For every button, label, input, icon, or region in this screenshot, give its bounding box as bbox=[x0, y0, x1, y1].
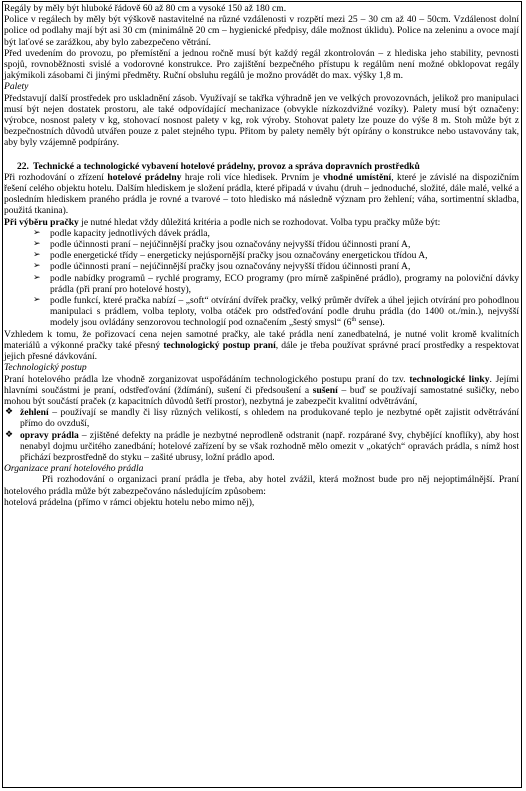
process-steps-list bbox=[4, 407, 519, 463]
list-item: ❖ opravy prádla – zjištěné defekty na prádle je nezbytné neprodleně odstranit (např. rozpárané švy, chybějící knoflíky), aby host nenabyl dojmu určitého zanedbání; hotelové zařízení by se však rozhodně mělo omezit v „okatých“ opravách prádla, s nímž host přichází bezprostředně do styku – zašité ubrusy, ložní prádlo apod. bbox=[4, 430, 519, 464]
paragraph-inspection: Před uvedením do provozu, po přemístění a jednou ročně musí být každý regál zkontrolován – z hlediska jeho stability, pevnosti spojů, rovnoběžnosti svislé a vodorovné konstrukce. Pro zajištění bezpečného přístupu k regálům není možné obklopovat regály jakýmikoli zásobami či jinými předměty. Ruční obsluhu regálů je možno provádět do max. výšky 1,8 m. bbox=[4, 47, 519, 82]
document-page bbox=[2, 1, 522, 788]
list-item: ➢ podle funkcí, které pračka nabízí – „soft“ otvírání dvířek pračky, velký průměr dvířek a úhel jejich otvírání pro pohodlnou manipulaci s prádlem, volba teploty, volba otáček pro odstřeďování podle druhu prádla (do 1400 ot./min.), nejvyšší modely jsou ovládány senzorovou technologií pod označením „šestý smysl“ (6th sense). bbox=[4, 295, 519, 329]
section-number: 22. bbox=[17, 160, 29, 172]
paragraph-regal-depth: Regály by měly být hluboké řádově 60 až 80 cm a vysoké 150 až 180 cm. bbox=[4, 3, 287, 14]
list-item: ➢ podle energetické třídy – energeticky nejúspornější pračky jsou označovány energetickou třídou A, bbox=[4, 250, 519, 261]
term-vhodne-umisteni: vhodné umístění bbox=[323, 171, 392, 183]
subheading-technologicky-postup: Technologický postup bbox=[4, 362, 87, 374]
subheading-palety: Palety bbox=[4, 81, 29, 93]
list-item: ➢ podle účinnosti praní – nejúčinnější pračky jsou označovány nejvyšší třídou účinnosti praní A, bbox=[4, 261, 519, 272]
list-item: ➢ podle kapacity jednotlivých dávek prádla, bbox=[4, 228, 519, 239]
paragraph-last-line: hotelová prádelna (přímo v rámci objektu hotelu nebo mimo něj), bbox=[4, 496, 255, 508]
term-technologicky-postup: technologický postup praní bbox=[163, 339, 276, 351]
term-hotelova-pradelna: hotelové prádelny bbox=[107, 171, 182, 183]
paragraph-palety: Představují další prostředek pro uskladnění zásob. Využívají se takřka výhradně jen ve velkých provozovnách, jelikož pro manipulaci musí být nejen dostatek prostoru, ale také odpovídající mechanizace (obvykle nízkozdvižné vozíky). Palety musí být označeny: výrobce, nosnost palety v kg, stohovací nosnost palety v kg, rok výroby. Stohovat palety lze pouze do výše 8 m. Stoh může být z bezpečnostních důvodů utvářen pouze z palet stejného typu. Přitom by palety neměly být opírány o konstrukce nebo ustavovány tak, aby byly vzájemně podpírány. bbox=[4, 92, 519, 149]
paragraph-vzhledem: Vzhledem k tomu, že pořizovací cena nejen samotné pračky, ale také prádla není zanedbatelná, je nutné volit kromě kvalitních materiálů a výkonné pračky také přesný technologický postup praní, dále je třeba používat správné prací prostředky a respektovat jejich přesné dávkování. bbox=[4, 328, 519, 363]
pracka-criteria-list bbox=[4, 228, 519, 329]
paragraph-technologicka-linka: Praní hotelového prádla lze vhodně zorganizovat uspořádáním technologického postupu praní do tzv. technologické linky. Jejími hlavními součástmi je praní, odstřeďování (ždímání), sušení či předsoušení a sušení – buď se používají samostatné sušičky, nebo mohou být součástí praček (z kapacitních důvodů šetří prostor), nezbytná je zabezpečit kvalitní odvětrávání, bbox=[4, 373, 519, 407]
section-title: Technické a technologické vybavení hotelové prádelny, provoz a správa dopravních prostředků bbox=[33, 160, 420, 172]
term-suseni: sušení bbox=[312, 384, 338, 396]
term-technologicke-linky: technologické linky bbox=[409, 373, 490, 385]
list-item: ❖ žehlení – používají se mandly či lisy různých velikostí, s ohledem na produkované teplo je nezbytné opět zajistit odvětrávání přímo do ovzduší, bbox=[4, 407, 519, 429]
term-vyber-pracky: Při výběru pračky bbox=[4, 216, 79, 228]
list-item: ➢ podle nabídky programů – rychlé programy, ECO programy (pro mírně zašpiněné prádlo), programy na poloviční dávky prádla (při praní pro hotelové hosty), bbox=[4, 273, 519, 295]
list-item: ➢ podle účinnosti praní – nejúčinnější pračky jsou označovány nejvyšší třídou účinnosti praní A, bbox=[4, 239, 519, 250]
paragraph-shelves: Police v regálech by měly být výškově nastavitelné na různé vzdálenosti v rozpětí mezi 25 – 30 cm až 40 – 50cm. Vzdálenost dolní police od podlahy mají být asi 30 cm (minimálně 20 cm – hygienické předpisy, dále možnost úklidu). Police na zeleninu a ovoce mají být laťové se zarážkou, aby bylo zabezpečeno větrání. bbox=[4, 14, 519, 48]
paragraph-organizace: Při rozhodování o organizaci praní prádla je třeba, aby hotel zvážil, která možnost bude pro něj nejoptimálnější. Praní hotelového prádla může být zabezpečováno následujícím způsobem: bbox=[4, 474, 519, 497]
paragraph-pracka: Při výběru pračky je nutné hledat vždy důležitá kritéria a podle nich se rozhodovat. Volba typu pračky může být: bbox=[4, 216, 441, 228]
section-heading bbox=[4, 161, 519, 172]
subheading-organizace: Organizace praní hotelového prádla bbox=[4, 463, 144, 475]
paragraph-intro: Při rozhodování o zřízení hotelové prádelny hraje roli více hledisek. Prvním je vhodné umístění, které je závislé na dispozičním řešení celého objektu hotelu. Dalším hlediskem je složení prádla, které připadá v úvahu (druh – jednoduché, složité, dále malé, velké a posledním hlediskem praného prádla je rovné a tvarové – toto hledisko má následně význam pro žehlení; váha, sortimentní skladba, použitá tkanina). bbox=[4, 171, 520, 217]
